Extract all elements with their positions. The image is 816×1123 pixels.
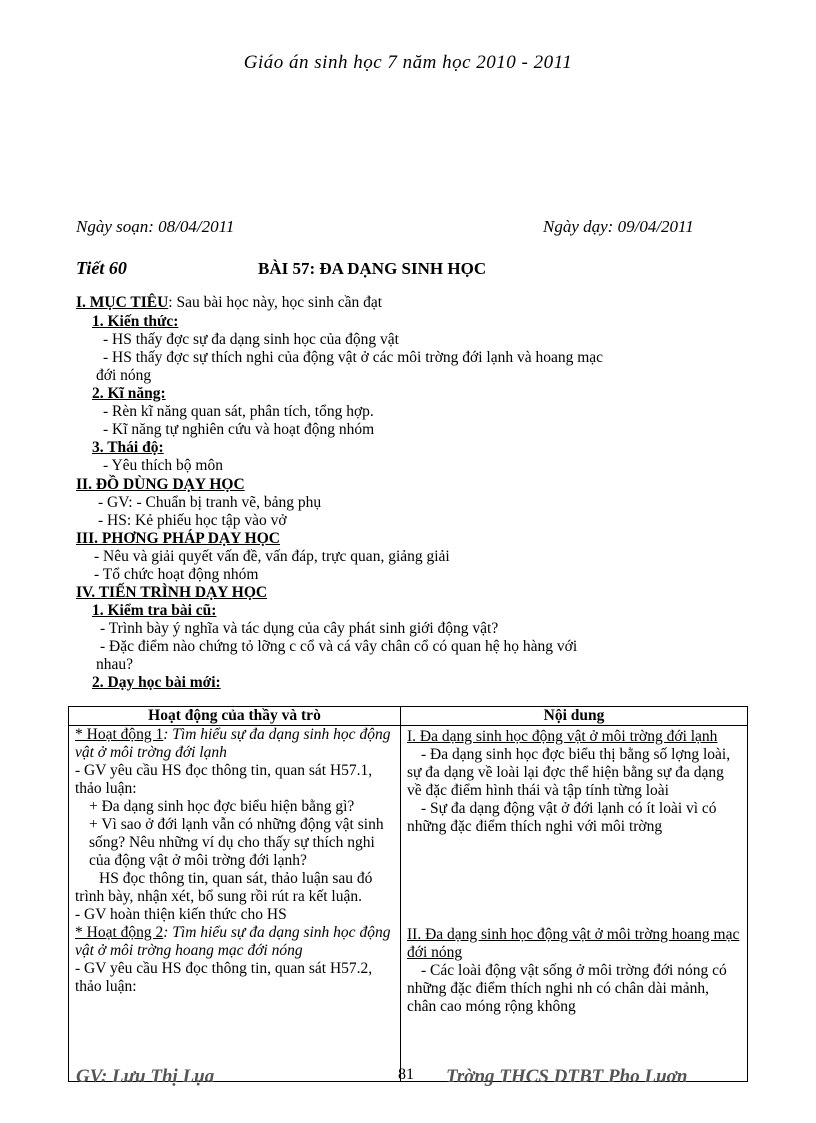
knowledge-item: - HS thấy đợc sự thích nghi của động vật ở các môi trờng đới lạnh và hoang mạc: [103, 349, 604, 366]
materials-item: - GV: - Chuẩn bị tranh vẽ, bảng phụ: [98, 494, 322, 511]
new-lesson-heading: 2. Dạy học bài mới:: [92, 674, 221, 691]
activities-cell: [69, 726, 401, 1082]
date-taught: Ngày dạy: 09/04/2011: [543, 217, 694, 236]
table-header-content: Nội dung: [401, 707, 748, 726]
footer-school: Trờng THCS DTBT Pho Luơn: [446, 1066, 688, 1087]
section-methods-heading: III. PHƠNG PHÁP DẠY HỌC: [76, 530, 280, 547]
footer-teacher: GV: Lưu Thị Lụa: [76, 1066, 215, 1087]
activity-1-title: [75, 726, 394, 762]
content-cell: [401, 726, 748, 1082]
activity-2-desc: : Tìm hiểu sự đa dạng sinh học động vật ở môi trờng hoang mạc đới nóng: [75, 924, 391, 959]
knowledge-item: - HS thấy đợc sự đa dạng sinh học của động vật: [103, 331, 399, 348]
activity-2-title: [75, 924, 394, 960]
check-question-cont: nhau?: [96, 656, 134, 673]
section-materials-heading: II. ĐỒ DÙNG DẠY HỌC: [76, 476, 245, 493]
materials-item: - HS: Kẻ phiếu học tập vào vở: [98, 512, 287, 529]
activity-line: + Đa dạng sinh học đợc biểu hiện bằng gì?: [89, 798, 355, 815]
content-heading-1: I. Đa dạng sinh học động vật ở môi trờng đới lạnh: [407, 728, 718, 745]
activity-line: + Vì sao ở đới lạnh vẫn có những động vật sinh sống? Nêu những ví dụ cho thấy sự thích nghi của động vật ở môi trờng đới lạnh?: [89, 816, 384, 869]
table-header-row: [69, 707, 748, 726]
table-header-activities: Hoạt động của thầy và trò: [69, 707, 401, 726]
content-line: - Các loài động vật sống ở môi trờng đới nóng có những đặc điểm thích nghi nh có chân dài mảnh, chân cao móng rộng không: [407, 962, 727, 1015]
attitude-heading: 3. Thái độ:: [92, 439, 164, 456]
knowledge-item-cont: đới nóng: [96, 367, 152, 384]
activity-line: HS đọc thông tin, quan sát, thảo luận sau đó trình bày, nhận xét, bổ sung rồi rút ra kết luận.: [75, 870, 373, 905]
old-lesson-check-heading: 1. Kiểm tra bài cũ:: [92, 602, 217, 619]
activity-line: - GV yêu cầu HS đọc thông tin, quan sát H57.2, thảo luận:: [75, 960, 373, 995]
section-objectives: [76, 294, 382, 312]
period-number: Tiết 60: [76, 258, 127, 278]
activity-1-label: * Hoạt động 1: [75, 726, 164, 743]
methods-item: - Nêu và giải quyết vấn đề, vấn đáp, trực quan, giảng giải: [94, 548, 450, 565]
skills-item: - Kĩ năng tự nghiên cứu và hoạt động nhóm: [103, 421, 375, 438]
content-line: - Đa dạng sinh học đợc biểu thị bằng số lợng loài, sự đa dạng về loài lại đợc thể hiện bằng sự đa dạng về đặc điểm hình thái và tập tính từng loài: [407, 746, 731, 799]
activity-line: - GV yêu cầu HS đọc thông tin, quan sát H57.1, thảo luận:: [75, 762, 373, 797]
table-row: [69, 726, 748, 1082]
section-objectives-intro: : Sau bài học này, học sinh cần đạt: [168, 294, 383, 311]
section-objectives-heading: I. MỤC TIÊU: [76, 294, 169, 311]
activity-1-desc: : Tìm hiểu sự đa dạng sinh học động vật ở môi trờng đới lạnh: [75, 726, 391, 761]
knowledge-heading: 1. Kiến thức:: [92, 313, 179, 330]
methods-item: - Tổ chức hoạt động nhóm: [94, 566, 259, 583]
skills-heading: 2. Kĩ năng:: [92, 385, 166, 402]
content-heading-2: II. Đa dạng sinh học động vật ở môi trờng hoang mạc đới nóng: [407, 926, 740, 961]
skills-item: - Rèn kĩ năng quan sát, phân tích, tổng hợp.: [103, 403, 374, 420]
activity-2-label: * Hoạt động 2: [75, 924, 164, 941]
page-header: Giáo án sinh học 7 năm học 2010 - 2011: [243, 52, 573, 73]
lesson-table: [68, 706, 748, 1082]
date-prepared: Ngày soạn: 08/04/2011: [76, 217, 235, 236]
footer-page-number: 81: [398, 1066, 414, 1083]
check-question: - Đặc điểm nào chứng tỏ lỡng c cổ và cá vây chân cổ có quan hệ họ hàng với: [100, 638, 578, 655]
activity-line: - GV hoàn thiện kiến thức cho HS: [75, 906, 287, 923]
section-process-heading: IV. TIẾN TRÌNH DẠY HỌC: [76, 584, 268, 601]
attitude-item: - Yêu thích bộ môn: [103, 457, 223, 474]
lesson-title: BÀI 57: ĐA DẠNG SINH HỌC: [258, 259, 487, 278]
check-question: - Trình bày ý nghĩa và tác dụng của cây phát sinh giới động vật?: [100, 620, 499, 637]
content-line: - Sự đa dạng động vật ở đới lạnh có ít loài vì có những đặc điểm thích nghi với môi trờng: [407, 800, 717, 835]
